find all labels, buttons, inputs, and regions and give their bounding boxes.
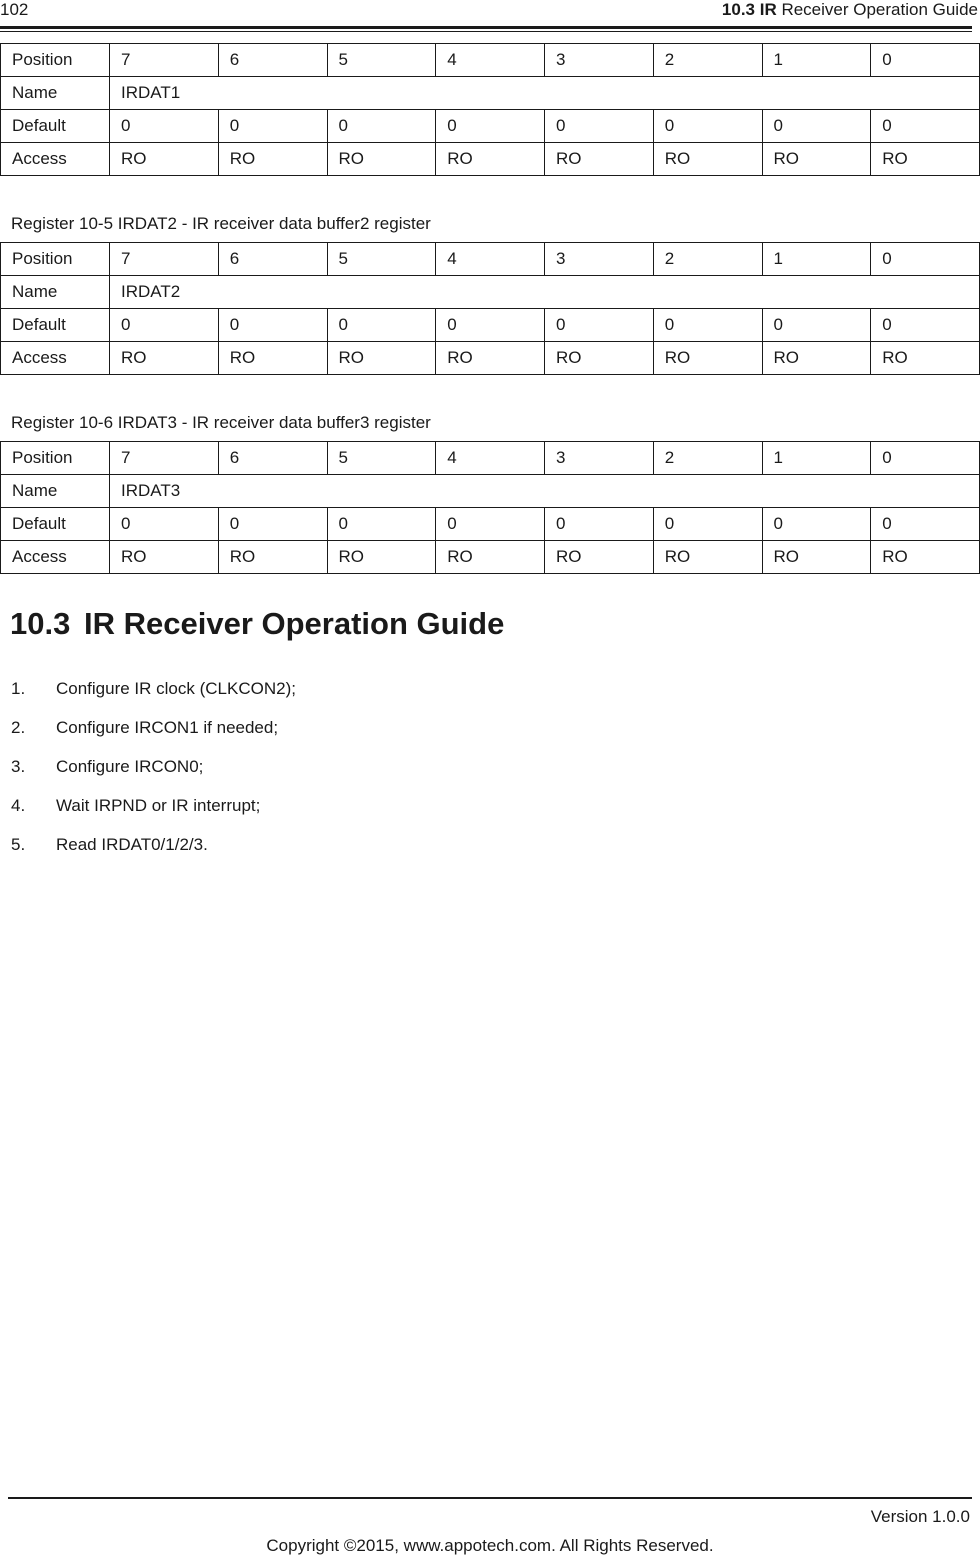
register-table-irdat3 [0, 441, 980, 574]
section-title: IR Receiver Operation Guide [84, 606, 505, 641]
name-row [1, 475, 980, 508]
list-item [11, 832, 296, 871]
access-cell: RO [653, 342, 762, 375]
page-header [0, 0, 980, 24]
step-number: 3. [11, 757, 26, 776]
list-item [11, 793, 296, 832]
step-text: Wait IRPND or IR interrupt; [56, 796, 261, 815]
access-cell: RO [545, 541, 654, 574]
access-row [1, 541, 980, 574]
default-cell: 0 [218, 309, 327, 342]
version-label: Version 1.0.0 [870, 1507, 970, 1526]
bit-cell: 3 [545, 442, 654, 475]
row-label: Access [1, 342, 110, 375]
bit-cell: 5 [327, 442, 436, 475]
bit-cell: 3 [545, 243, 654, 276]
page-number: 102 [0, 0, 29, 19]
access-cell: RO [436, 541, 545, 574]
default-cell: 0 [653, 508, 762, 541]
access-cell: RO [436, 342, 545, 375]
section-heading [10, 606, 504, 642]
access-cell: RO [653, 541, 762, 574]
bit-cell: 6 [218, 44, 327, 77]
list-item [11, 676, 296, 715]
bit-cell: 0 [871, 442, 980, 475]
step-number: 4. [11, 796, 26, 815]
table-caption-irdat3: Register 10-6 IRDAT3 - IR receiver data buffer3 register [11, 413, 431, 432]
default-cell: 0 [110, 309, 219, 342]
default-cell: 0 [545, 309, 654, 342]
row-label: Position [1, 442, 110, 475]
bit-cell: 7 [110, 44, 219, 77]
row-label: Access [1, 541, 110, 574]
bit-cell: 0 [871, 243, 980, 276]
access-cell: RO [218, 342, 327, 375]
register-name: IRDAT3 [110, 475, 980, 508]
default-cell: 0 [871, 309, 980, 342]
default-cell: 0 [545, 110, 654, 143]
bit-cell: 1 [762, 243, 871, 276]
default-cell: 0 [762, 110, 871, 143]
running-section-rest: Receiver Operation Guide [776, 0, 978, 19]
step-number: 2. [11, 718, 26, 737]
register-name: IRDAT1 [110, 77, 980, 110]
position-row [1, 442, 980, 475]
row-label: Name [1, 77, 110, 110]
default-cell: 0 [436, 309, 545, 342]
bit-cell: 2 [653, 44, 762, 77]
bit-cell: 4 [436, 243, 545, 276]
row-label: Position [1, 243, 110, 276]
bit-cell: 1 [762, 442, 871, 475]
default-cell: 0 [653, 110, 762, 143]
default-cell: 0 [327, 508, 436, 541]
name-row [1, 276, 980, 309]
access-cell: RO [436, 143, 545, 176]
access-cell: RO [110, 342, 219, 375]
register-table-irdat2 [0, 242, 980, 375]
register-name: IRDAT2 [110, 276, 980, 309]
bit-cell: 2 [653, 243, 762, 276]
row-label: Default [1, 110, 110, 143]
access-cell: RO [762, 342, 871, 375]
section-number: 10.3 [10, 606, 71, 641]
row-label: Position [1, 44, 110, 77]
row-label: Name [1, 276, 110, 309]
bit-cell: 5 [327, 44, 436, 77]
default-cell: 0 [110, 110, 219, 143]
access-cell: RO [762, 143, 871, 176]
access-cell: RO [218, 541, 327, 574]
header-rule-thin [0, 31, 972, 32]
row-label: Default [1, 309, 110, 342]
default-cell: 0 [545, 508, 654, 541]
bit-cell: 0 [871, 44, 980, 77]
access-cell: RO [545, 143, 654, 176]
register-table-irdat1 [0, 43, 980, 176]
default-cell: 0 [436, 110, 545, 143]
default-cell: 0 [218, 110, 327, 143]
default-row [1, 508, 980, 541]
bit-cell: 4 [436, 442, 545, 475]
access-cell: RO [110, 143, 219, 176]
step-text: Read IRDAT0/1/2/3. [56, 835, 208, 854]
running-section-title [722, 0, 978, 20]
row-label: Name [1, 475, 110, 508]
default-row [1, 110, 980, 143]
step-text: Configure IRCON0; [56, 757, 204, 776]
bit-cell: 1 [762, 44, 871, 77]
default-cell: 0 [110, 508, 219, 541]
default-row [1, 309, 980, 342]
row-label: Default [1, 508, 110, 541]
operation-steps-list [11, 676, 296, 871]
position-row [1, 44, 980, 77]
default-cell: 0 [871, 508, 980, 541]
access-cell: RO [327, 143, 436, 176]
default-cell: 0 [762, 508, 871, 541]
row-label: Access [1, 143, 110, 176]
bit-cell: 5 [327, 243, 436, 276]
access-cell: RO [762, 541, 871, 574]
access-cell: RO [545, 342, 654, 375]
list-item [11, 754, 296, 793]
list-item [11, 715, 296, 754]
bit-cell: 7 [110, 243, 219, 276]
access-cell: RO [871, 143, 980, 176]
name-row [1, 77, 980, 110]
step-number: 1. [11, 679, 26, 698]
bit-cell: 2 [653, 442, 762, 475]
default-cell: 0 [871, 110, 980, 143]
access-cell: RO [327, 541, 436, 574]
step-text: Configure IR clock (CLKCON2); [56, 679, 296, 698]
bit-cell: 7 [110, 442, 219, 475]
copyright-notice: Copyright ©2015, www.appotech.com. All Rights Reserved. [266, 1536, 714, 1555]
access-cell: RO [871, 541, 980, 574]
running-section-bold: 10.3 IR [721, 0, 777, 19]
step-text: Configure IRCON1 if needed; [56, 718, 279, 737]
default-cell: 0 [436, 508, 545, 541]
step-number: 5. [11, 835, 26, 854]
default-cell: 0 [653, 309, 762, 342]
access-cell: RO [110, 541, 219, 574]
access-cell: RO [218, 143, 327, 176]
bit-cell: 4 [436, 44, 545, 77]
table-caption-irdat2: Register 10-5 IRDAT2 - IR receiver data buffer2 register [11, 214, 431, 233]
position-row [1, 243, 980, 276]
access-cell: RO [653, 143, 762, 176]
default-cell: 0 [327, 309, 436, 342]
access-cell: RO [327, 342, 436, 375]
access-cell: RO [871, 342, 980, 375]
header-rule-thick [0, 26, 972, 29]
default-cell: 0 [327, 110, 436, 143]
bit-cell: 6 [218, 243, 327, 276]
bit-cell: 3 [545, 44, 654, 77]
access-row [1, 342, 980, 375]
bit-cell: 6 [218, 442, 327, 475]
default-cell: 0 [218, 508, 327, 541]
footer-rule [8, 1497, 972, 1499]
access-row [1, 143, 980, 176]
default-cell: 0 [762, 309, 871, 342]
